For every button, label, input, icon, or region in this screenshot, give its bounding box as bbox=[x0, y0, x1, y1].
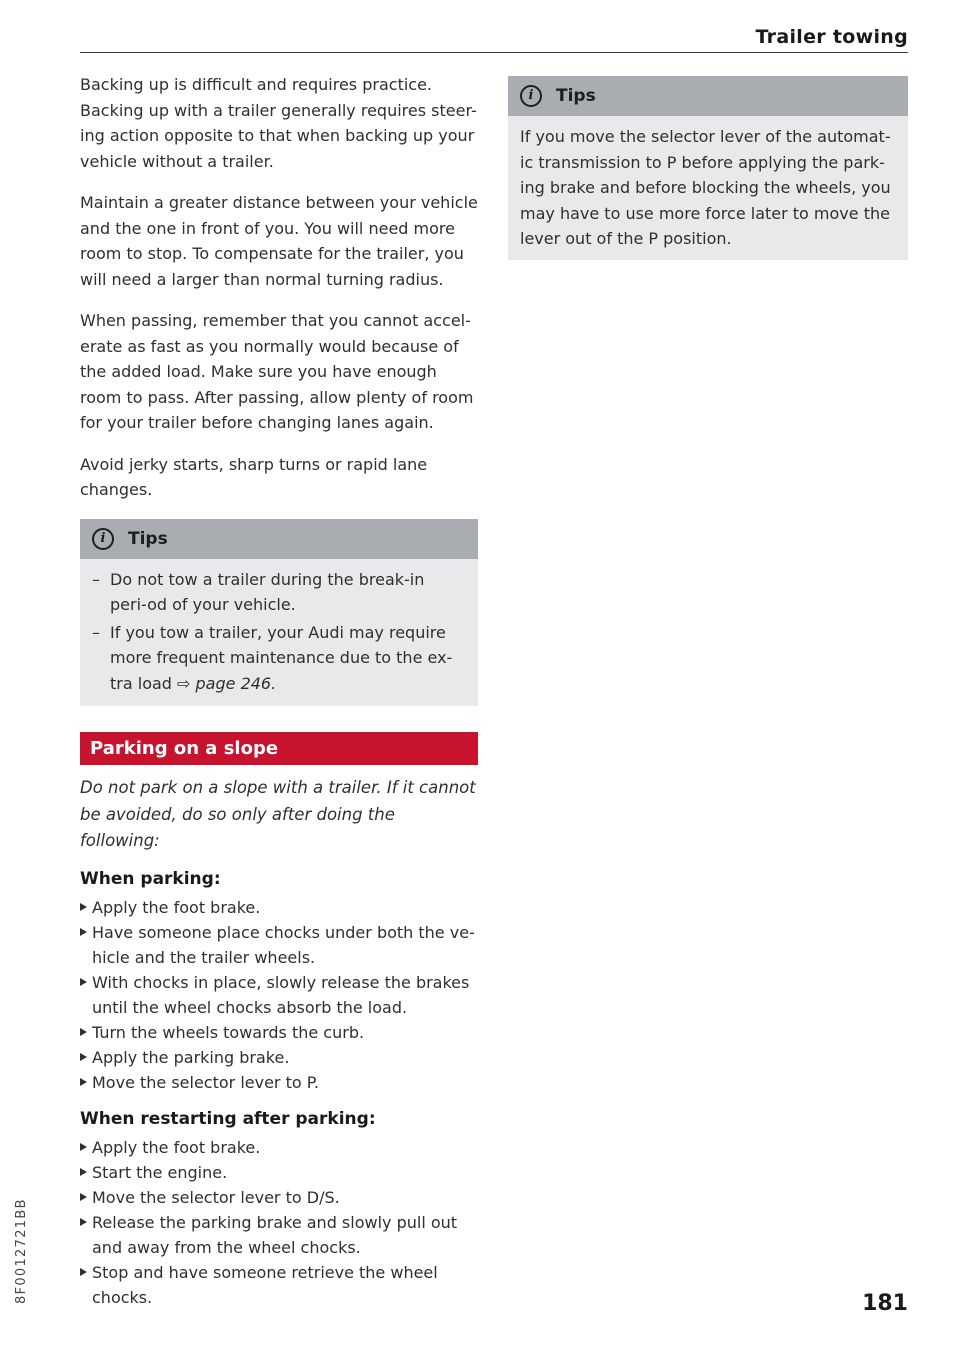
tip-item-maintenance-text: If you tow a trailer, your Audi may require more frequent maintenance due to the ex-tra load bbox=[110, 622, 453, 693]
left-column bbox=[80, 72, 478, 1324]
tips-box-right bbox=[508, 76, 908, 260]
section-heading-parking-on-slope: Parking on a slope bbox=[80, 732, 478, 765]
page-reference-link[interactable]: ⇨ page 246. bbox=[177, 673, 277, 693]
tips-box-left bbox=[80, 519, 478, 707]
arrow-bullet-icon bbox=[80, 1078, 87, 1086]
paragraph-distance: Maintain a greater distance between your vehicle and the one in front of you. You will need more room to stop. To compensate for the trailer, you will need a larger than normal turning radius. bbox=[80, 193, 478, 289]
tips-header-left bbox=[80, 519, 478, 559]
list-item: Start the engine. bbox=[80, 1160, 478, 1185]
arrow-bullet-icon bbox=[80, 1193, 87, 1201]
tips-body-left bbox=[80, 559, 478, 697]
tip-item-break-in: – Do not tow a trailer during the break-in peri-od of your vehicle. bbox=[92, 567, 466, 618]
document-code: 8F0012721BB bbox=[14, 1198, 29, 1304]
arrow-bullet-icon bbox=[80, 1218, 87, 1226]
info-icon: i bbox=[92, 528, 114, 550]
subheading-when-restarting: When restarting after parking: bbox=[80, 1108, 376, 1129]
arrow-bullet-icon bbox=[80, 1053, 87, 1061]
tips-heading-left: Tips bbox=[128, 528, 168, 549]
list-item: Release the parking brake and slowly pull out and away from the wheel chocks. bbox=[80, 1210, 478, 1260]
page-number: 181 bbox=[862, 1291, 908, 1316]
parking-steps-list bbox=[80, 895, 478, 1095]
info-icon: i bbox=[520, 85, 542, 107]
list-item: Stop and have someone retrieve the wheel chocks. bbox=[80, 1260, 478, 1310]
tips-heading-right: Tips bbox=[556, 86, 596, 106]
list-item: Move the selector lever to P. bbox=[80, 1070, 478, 1095]
tip-item-maintenance bbox=[92, 620, 466, 697]
arrow-bullet-icon bbox=[80, 928, 87, 936]
list-item: With chocks in place, slowly release the brakes until the wheel chocks absorb the load. bbox=[80, 970, 478, 1020]
arrow-bullet-icon bbox=[80, 978, 87, 986]
arrow-bullet-icon bbox=[80, 1168, 87, 1176]
arrow-bullet-icon bbox=[80, 1028, 87, 1036]
paragraph-backing-up: Backing up is difficult and requires practice. Backing up with a trailer generally requires steer-ing action opposite to that when backing up your vehicle without a trailer. bbox=[80, 75, 477, 171]
list-item: Turn the wheels towards the curb. bbox=[80, 1020, 478, 1045]
tips-body-right: If you move the selector lever of the automat-ic transmission to P before applying the park-ing brake and before blocking the wheels, you may have to use more force later to move the lever out of the P position. bbox=[520, 127, 891, 248]
subheading-when-parking: When parking: bbox=[80, 868, 221, 889]
arrow-bullet-icon bbox=[80, 1268, 87, 1276]
list-item: Apply the parking brake. bbox=[80, 1045, 478, 1070]
right-column bbox=[508, 76, 908, 260]
list-item: Apply the foot brake. bbox=[80, 895, 478, 920]
list-item: Apply the foot brake. bbox=[80, 1135, 478, 1160]
running-header-title: Trailer towing bbox=[755, 26, 908, 48]
header-divider bbox=[80, 52, 908, 53]
list-item: Move the selector lever to D/S. bbox=[80, 1185, 478, 1210]
paragraph-avoid-jerky: Avoid jerky starts, sharp turns or rapid lane changes. bbox=[80, 454, 428, 499]
restarting-steps-list bbox=[80, 1135, 478, 1310]
paragraph-passing: When passing, remember that you cannot accel-erate as fast as you normally would because of the added load. Make sure you have enough room to pass. After passing, allow plenty of room for your trailer before changing lanes again. bbox=[80, 311, 474, 432]
tips-header-right bbox=[508, 76, 908, 116]
arrow-bullet-icon bbox=[80, 903, 87, 911]
list-item: Have someone place chocks under both the ve-hicle and the trailer wheels. bbox=[80, 920, 478, 970]
arrow-bullet-icon bbox=[80, 1143, 87, 1151]
section-intro: Do not park on a slope with a trailer. If it cannot be avoided, do so only after doing the following: bbox=[80, 778, 476, 850]
